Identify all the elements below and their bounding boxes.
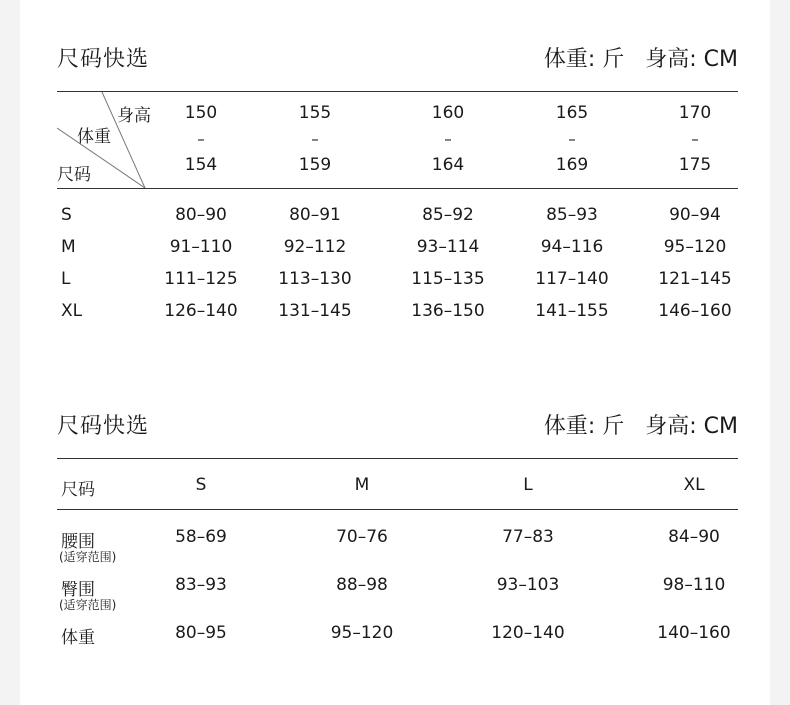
- measure-note: (适穿范围): [59, 598, 117, 612]
- weight-range: 141–155: [535, 301, 609, 321]
- col4-dash: –: [568, 130, 576, 148]
- measure-value: 93–103: [496, 575, 560, 595]
- size-label: M: [61, 237, 76, 257]
- table-row: [57, 575, 738, 615]
- weight-range: 115–135: [411, 269, 485, 289]
- col2-dash: –: [311, 130, 319, 148]
- measure-note: (适穿范围): [59, 550, 117, 564]
- table1-unit-weight: 体重: 斤: [543, 47, 625, 72]
- col3-height-from: 160: [431, 103, 465, 123]
- col1-dash: –: [197, 130, 205, 148]
- weight-range: 136–150: [411, 301, 485, 321]
- weight-range: 111–125: [164, 269, 238, 289]
- table1-title: 尺码快选: [57, 47, 150, 72]
- measure-value: 84–90: [668, 527, 720, 547]
- weight-range: 85–93: [546, 205, 598, 225]
- col4-height-from: 165: [555, 103, 589, 123]
- weight-range: 95–120: [663, 237, 727, 257]
- size-header-xl: XL: [683, 475, 705, 495]
- weight-range: 92–112: [283, 237, 347, 257]
- table-row: [57, 269, 738, 293]
- size-label: XL: [61, 301, 83, 321]
- corner-height-label: 身高: [117, 106, 151, 126]
- weight-range: 131–145: [278, 301, 352, 321]
- table2-title-row: [57, 409, 738, 449]
- table2-header-row: [57, 475, 738, 499]
- col5-height-to: 175: [678, 155, 712, 175]
- weight-range: 80–91: [289, 205, 341, 225]
- corner-size-label: 尺码: [57, 165, 91, 185]
- col5-height-from: 170: [678, 103, 712, 123]
- weight-range: 121–145: [658, 269, 732, 289]
- size-header-l: L: [523, 475, 533, 495]
- size-header-s: S: [195, 475, 207, 495]
- measure-value: 77–83: [502, 527, 554, 547]
- table1-units: [536, 42, 738, 73]
- measure-label-hip: 臀围: [61, 580, 95, 600]
- col4-height-to: 169: [555, 155, 589, 175]
- table1-header-rule: [57, 188, 738, 189]
- table-row: [57, 205, 738, 229]
- size-header-m: M: [354, 475, 370, 495]
- size-header-label: 尺码: [61, 480, 95, 500]
- weight-range: 93–114: [416, 237, 480, 257]
- size-table-measurements: [57, 409, 738, 669]
- table1-unit-height: 身高: CM: [645, 47, 738, 72]
- weight-range: 91–110: [169, 237, 233, 257]
- measure-value: 70–76: [336, 527, 388, 547]
- table-row: [57, 623, 738, 647]
- col3-dash: –: [444, 130, 452, 148]
- col1-height-from: 150: [184, 103, 218, 123]
- measure-label-waist: 腰围: [61, 532, 95, 552]
- size-table-height-weight: [57, 42, 738, 342]
- col3-height-to: 164: [431, 155, 465, 175]
- measure-value: 98–110: [662, 575, 726, 595]
- weight-range: 126–140: [164, 301, 238, 321]
- measure-label-weight: 体重: [61, 628, 95, 648]
- col2-height-from: 155: [298, 103, 332, 123]
- weight-range: 90–94: [669, 205, 721, 225]
- measure-value: 120–140: [491, 623, 565, 643]
- corner-weight-label: 体重: [77, 127, 111, 147]
- table2-header-rule: [57, 509, 738, 510]
- size-label: S: [61, 205, 72, 225]
- measure-value: 95–120: [330, 623, 394, 643]
- table2-title: 尺码快选: [57, 414, 150, 439]
- col2-height-to: 159: [298, 155, 332, 175]
- col1-height-to: 154: [184, 155, 218, 175]
- weight-range: 117–140: [535, 269, 609, 289]
- table-row: [57, 527, 738, 567]
- table2-units: [536, 409, 738, 440]
- size-label: L: [61, 269, 71, 289]
- table2-unit-height: 身高: CM: [645, 414, 738, 439]
- table-row: [57, 301, 738, 325]
- measure-value: 80–95: [175, 623, 227, 643]
- weight-range: 85–92: [422, 205, 474, 225]
- col5-dash: –: [691, 130, 699, 148]
- weight-range: 94–116: [540, 237, 604, 257]
- measure-value: 83–93: [175, 575, 227, 595]
- measure-value: 58–69: [175, 527, 227, 547]
- table1-top-rule: [57, 91, 738, 92]
- measure-value: 140–160: [657, 623, 731, 643]
- table2-top-rule: [57, 458, 738, 459]
- measure-value: 88–98: [336, 575, 388, 595]
- table1-title-row: [57, 42, 738, 82]
- table2-unit-weight: 体重: 斤: [543, 414, 625, 439]
- table-row: [57, 237, 738, 261]
- size-chart-page: [20, 0, 770, 705]
- weight-range: 80–90: [175, 205, 227, 225]
- weight-range: 113–130: [278, 269, 352, 289]
- weight-range: 146–160: [658, 301, 732, 321]
